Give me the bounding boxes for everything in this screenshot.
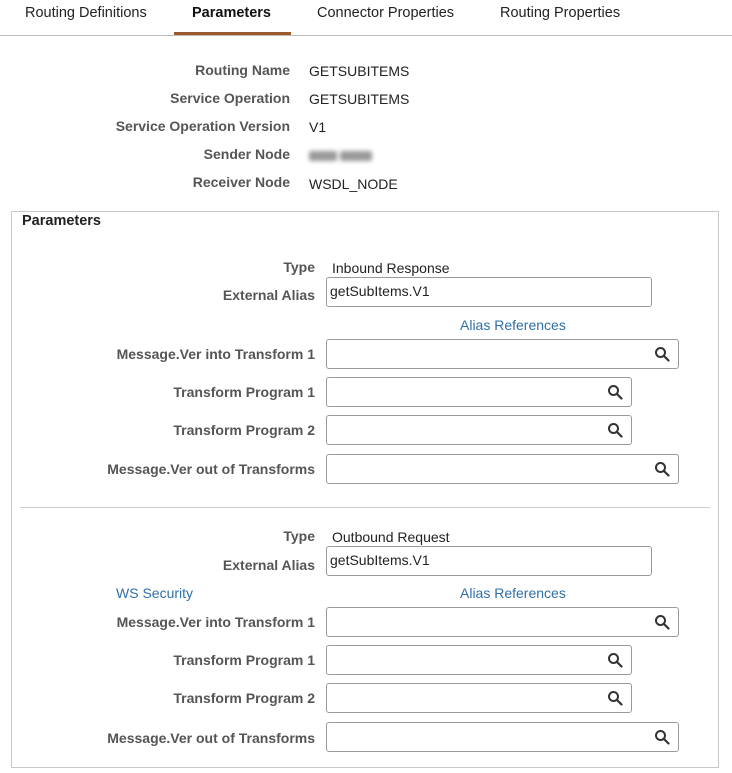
sender-node-label: Sender Node (203, 146, 290, 162)
tab-routing-definitions[interactable]: Routing Definitions (25, 5, 147, 21)
alias-references-link[interactable]: Alias References (460, 317, 566, 333)
transform-program-1-label: Transform Program 1 (173, 652, 315, 668)
external-alias-input-value: getSubItems.V1 (330, 552, 430, 568)
type-label: Type (283, 259, 315, 275)
message-ver-into-transform-input[interactable] (326, 607, 679, 637)
message-ver-into-transform-label: Message.Ver into Transform 1 (116, 614, 315, 630)
search-icon[interactable] (607, 652, 623, 668)
tab-bar (0, 0, 732, 36)
receiver-node-value: WSDL_NODE (309, 176, 398, 192)
message-ver-out-of-transforms-label: Message.Ver out of Transforms (107, 461, 315, 477)
active-tab-indicator (174, 32, 291, 35)
search-icon[interactable] (654, 461, 670, 477)
alias-references-link[interactable]: Alias References (460, 585, 566, 601)
search-icon[interactable] (607, 422, 623, 438)
search-icon[interactable] (654, 346, 670, 362)
transform-program-2-label: Transform Program 2 (173, 422, 315, 438)
message-ver-out-of-transforms-input[interactable] (326, 454, 679, 484)
tab-connector-properties[interactable]: Connector Properties (317, 5, 455, 21)
external-alias-label: External Alias (222, 557, 315, 573)
ws-security-link[interactable]: WS Security (116, 585, 194, 601)
external-alias-input-value: getSubItems.V1 (330, 283, 430, 299)
search-icon[interactable] (654, 729, 670, 745)
transform-program-2-input[interactable] (326, 415, 632, 445)
transform-program-1-label: Transform Program 1 (173, 384, 315, 400)
receiver-node-label: Receiver Node (192, 174, 290, 190)
section-divider (20, 507, 710, 508)
transform-program-1-input[interactable] (326, 645, 632, 675)
message-ver-into-transform-label: Message.Ver into Transform 1 (116, 346, 315, 362)
tab-routing-properties[interactable]: Routing Properties (500, 5, 621, 21)
service-operation-version-value: V1 (309, 119, 327, 135)
type-value: Inbound Response (332, 260, 450, 276)
search-icon[interactable] (607, 384, 623, 400)
service-operation-value: GETSUBITEMS (309, 91, 410, 107)
transform-program-2-label: Transform Program 2 (173, 690, 315, 706)
service-operation-version-label: Service Operation Version (115, 118, 290, 134)
transform-program-1-input[interactable] (326, 377, 632, 407)
message-ver-into-transform-input[interactable] (326, 339, 679, 369)
external-alias-input[interactable] (326, 546, 652, 576)
service-operation-label: Service Operation (170, 90, 290, 106)
external-alias-input[interactable] (326, 277, 652, 307)
tab-parameters[interactable]: Parameters (192, 5, 271, 21)
message-ver-out-of-transforms-input[interactable] (326, 722, 679, 752)
external-alias-label: External Alias (222, 287, 315, 303)
routing-name-value: GETSUBITEMS (309, 63, 410, 79)
search-icon[interactable] (607, 690, 623, 706)
message-ver-out-of-transforms-label: Message.Ver out of Transforms (107, 730, 315, 746)
search-icon[interactable] (654, 614, 670, 630)
transform-program-2-input[interactable] (326, 683, 632, 713)
routing-name-label: Routing Name (195, 62, 290, 78)
parameters-group-title: Parameters (22, 213, 101, 229)
type-label: Type (283, 528, 315, 544)
sender-node-value-redacted (309, 148, 379, 162)
type-value: Outbound Request (332, 529, 450, 545)
